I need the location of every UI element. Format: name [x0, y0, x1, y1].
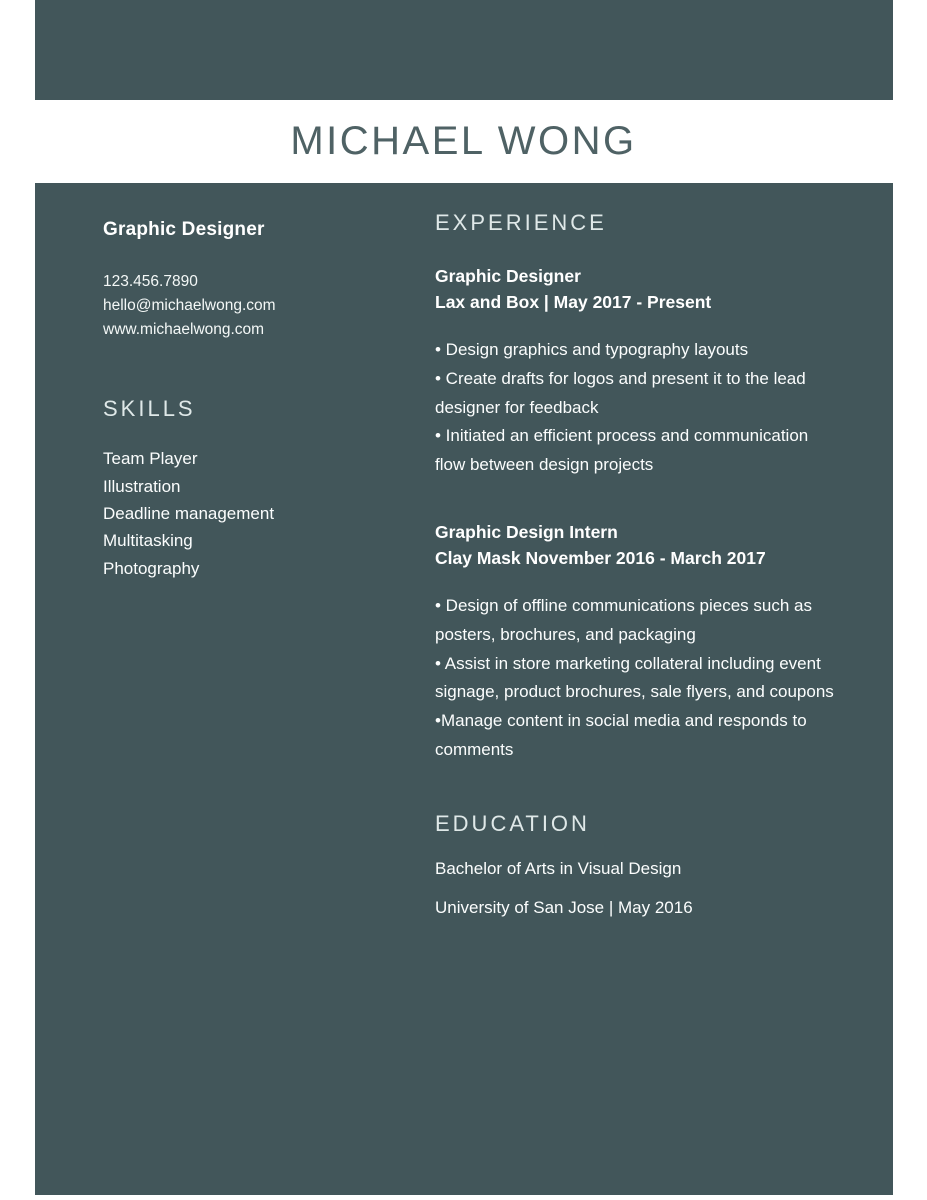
right-column: [435, 183, 837, 917]
job-bullet: • Assist in store marketing collateral including event signage, product brochures, sale flyers, and coupons: [435, 653, 834, 702]
job-bullet: •Manage content in social media and responds to comments: [435, 711, 807, 760]
education-heading: EDUCATION: [435, 810, 590, 836]
job-entry: [435, 519, 837, 765]
experience-heading: EXPERIENCE: [435, 210, 607, 235]
job-bullet: • Design graphics and typography layouts: [435, 340, 749, 360]
skill-item: Multitasking: [103, 531, 193, 551]
contact-email: hello@michaelwong.com: [103, 297, 276, 314]
job-entry: [435, 263, 837, 480]
job-bullet: • Initiated an efficient process and communication flow between design projects: [435, 426, 809, 475]
job-bullet: • Design of offline communications pieces such as posters, brochures, and packaging: [435, 596, 812, 644]
job-meta: Lax and Box | May 2017 - Present: [435, 292, 712, 313]
contact-phone: 123.456.7890: [103, 273, 198, 290]
skill-item: Illustration: [103, 476, 181, 496]
contact-list: [103, 270, 393, 342]
name-band: [0, 100, 927, 183]
top-banner: [35, 0, 893, 100]
job-bullet: • Create drafts for logos and present it to the lead designer for feedback: [435, 368, 806, 417]
education-degree: Bachelor of Arts in Visual Design: [435, 858, 682, 878]
role-title: Graphic Designer: [103, 219, 265, 240]
education-school: University of San Jose | May 2016: [435, 897, 693, 917]
skills-list: [103, 445, 393, 582]
job-title: Graphic Designer: [435, 266, 581, 287]
skills-heading: SKILLS: [103, 396, 196, 421]
main-panel: [35, 183, 893, 1195]
contact-website: www.michaelwong.com: [103, 321, 265, 338]
job-bullets: [435, 592, 837, 765]
job-meta: Clay Mask November 2016 - March 2017: [435, 548, 766, 569]
page-title: MICHAEL WONG: [290, 119, 637, 163]
skill-item: Team Player: [103, 449, 198, 469]
skill-item: Deadline management: [103, 503, 275, 523]
job-bullets: [435, 336, 837, 480]
left-column: [103, 183, 393, 582]
job-title: Graphic Design Intern: [435, 522, 618, 543]
skill-item: Photography: [103, 558, 200, 578]
